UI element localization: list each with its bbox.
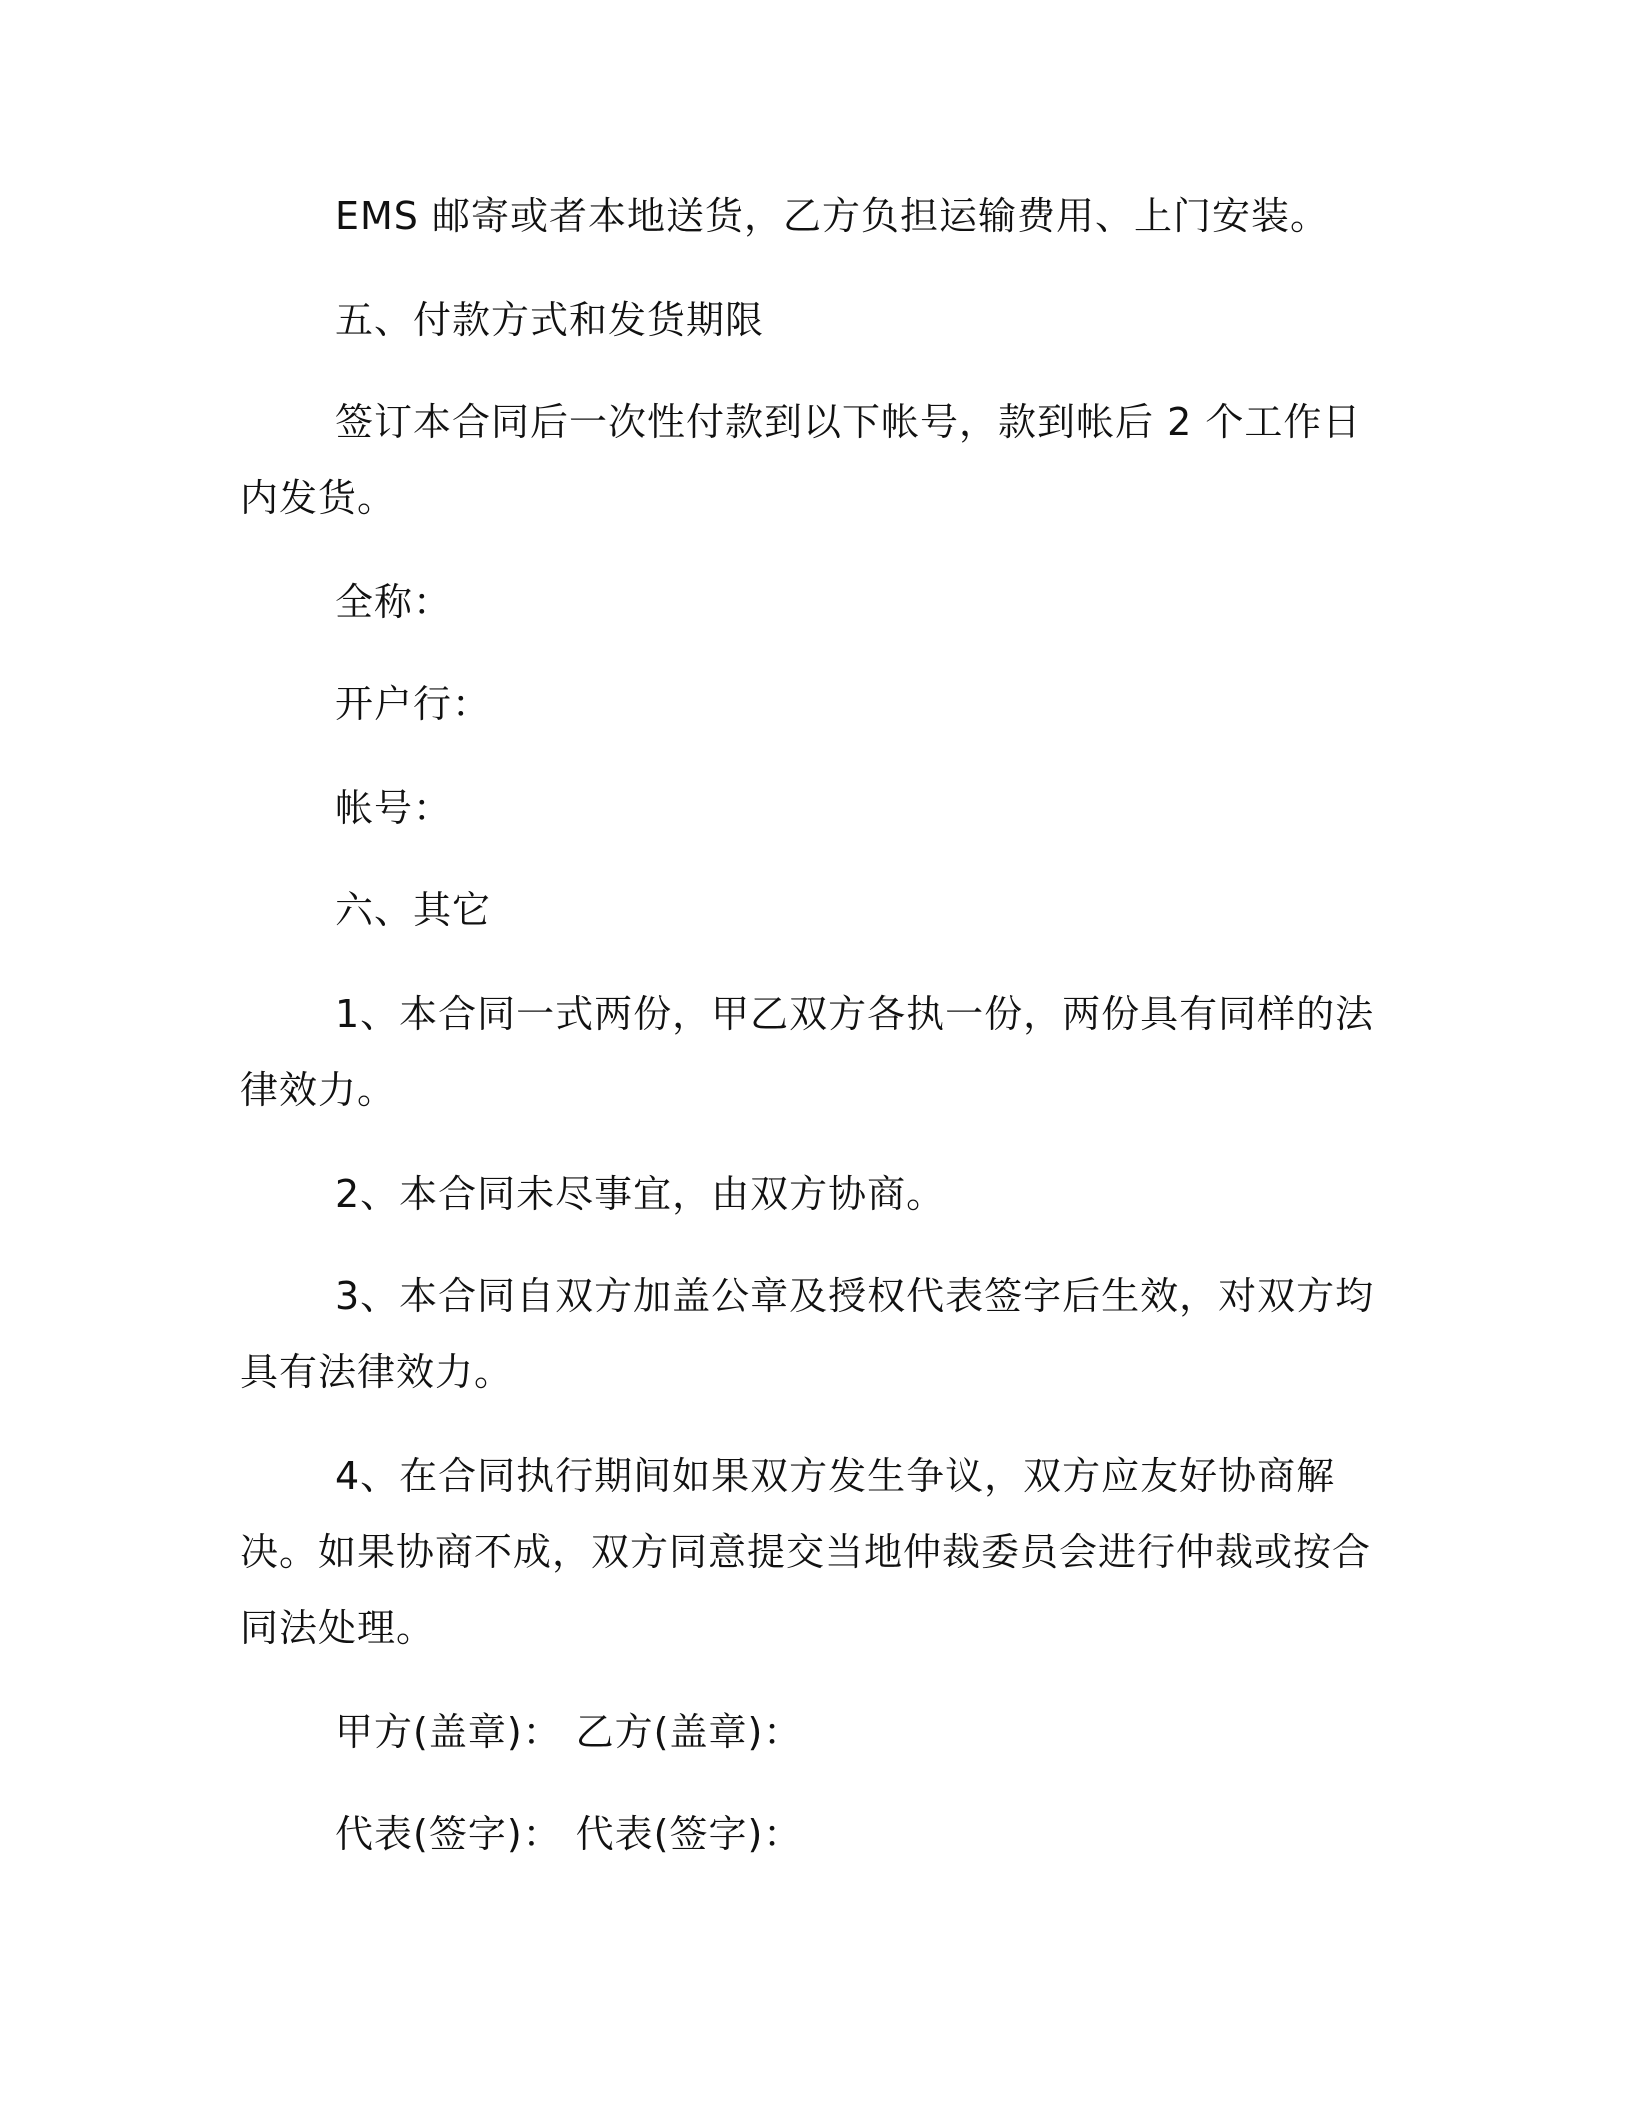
clause-1: 1、本合同一式两份，甲乙双方各执一份，两份具有同样的法律效力。 [240, 992, 1375, 1112]
party-b-seal-label: 乙方(盖章)： [575, 1710, 803, 1754]
party-b-sign-label: 代表(签字)： [575, 1812, 803, 1856]
clause-4: 4、在合同执行期间如果双方发生争议，双方应友好协商解决。如果协商不成，双方同意提交当地仲裁委员会进行仲裁或按合同法处理。 [240, 1454, 1372, 1650]
party-a-sign-label: 代表(签字)： [335, 1812, 562, 1856]
heading-payment-terms: 五、付款方式和发货期限 [335, 298, 765, 342]
paragraph-payment: 签订本合同后一次性付款到以下帐号，款到帐后 2 个工作日内发货。 [240, 400, 1362, 520]
clause-3: 3、本合同自双方加盖公章及授权代表签字后生效，对双方均具有法律效力。 [240, 1274, 1375, 1394]
field-bank: 开户行： [335, 682, 492, 726]
heading-other: 六、其它 [335, 888, 492, 932]
party-a-seal-label: 甲方(盖章)： [335, 1710, 562, 1754]
clause-2: 2、本合同未尽事宜，由双方协商。 [335, 1172, 946, 1216]
signature-row-sign [335, 1796, 802, 1872]
signature-row-seal [335, 1694, 802, 1770]
paragraph-delivery: EMS 邮寄或者本地送货，乙方负担运输费用、上门安装。 [335, 194, 1329, 238]
field-full-name: 全称： [335, 580, 453, 624]
field-account: 帐号： [335, 786, 453, 830]
